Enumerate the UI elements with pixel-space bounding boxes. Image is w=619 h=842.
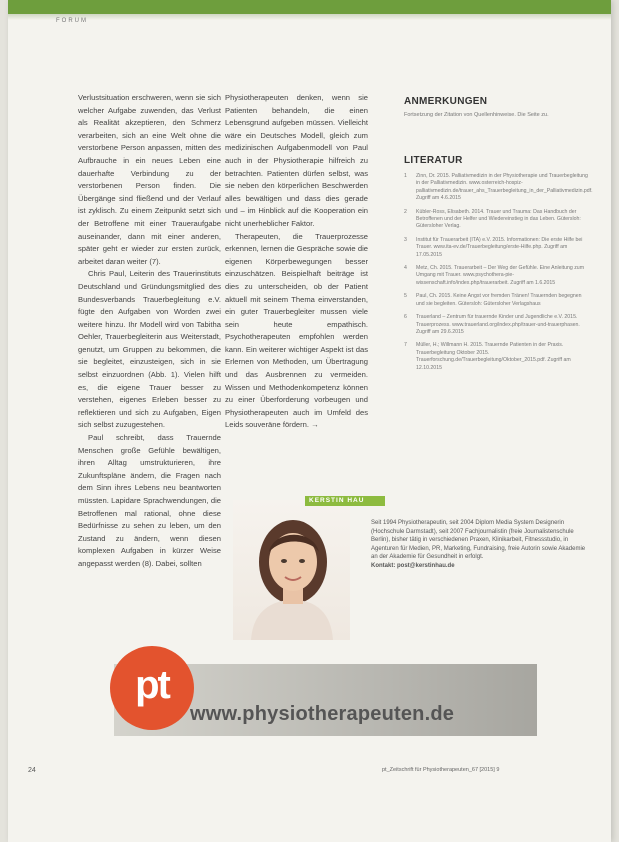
pt-logo-icon: pt xyxy=(110,646,194,730)
author-bio xyxy=(371,519,591,570)
author-name-tag: KERSTIN HAU xyxy=(305,496,385,506)
ad-url-link[interactable]: www.physiotherapeuten.de xyxy=(190,703,455,725)
paragraph: Chris Paul, Leiterin des Trauerinstituts Deutschland und Gründungsmitglied des Bundesverbands Trauerbegleitung e.V. fügte den Aufgaben von Worden zwei weitere hinzu. Ihr Modell wird von Tabitha Oehler, Trauerbegleiterin aus Weiterstadt, genutzt, um Gruppen zu bekommen, die sie begleitet, einzusteigen, sich in sie selbst einzuordnen (Abb. 1). Vielen hilft es, die eigene Trauer besser zu verstehen, eigenes Erleben besser zu reflektieren und sich zu Aufgaben, Eigen sich selbst zuzugestehen. xyxy=(78,269,221,430)
literature-section xyxy=(404,155,593,378)
page-runner: FORUM xyxy=(56,18,88,24)
paragraph: Therapeuten, die Trauerprozesse erkennen, lernen die Gespräche sowie die eigenen Körperbewegungen besser einzuschätzen. Beispielhaft beiträge ist dies zu unterscheiden, ob der Patient aktuell mit seinem Thema einverstanden, ein guter Trauerbegleiter mussen viele sein heute empathisch. Psychotherapeuten empfohlen werden kann. Ein weiterer wichtiger Aspekt ist das Erlernen von Methoden, um Übertragung und das Ausbrennen zu vermeiden. Wissen und Methodenkompetenz können zu einer Überforderung vorbeugen und Physiotherapeuten auch im Umfeld des Leids souveräne fördern. → xyxy=(225,231,368,430)
author-photo xyxy=(233,500,350,640)
paragraph: Verlustsituation erschweren, wenn sie sich welcher Aufgabe zuwenden, das Verlust als Realität akzeptieren, den Schmerz verarbeiten, sich an eine Welt ohne die verstorbene Person anpassen, mitten des Aufbrauche in ein neues Leben eine dauerhafte Verbindung zu der verstorbenen Person finden. Die Übergänge sind fließend und der Verlauf ist zyklisch. Zu einem Zeitpunkt setzt sich der Betroffene mit einer Traueraufgabe auseinander, dann mit einer anderen, später geht er wieder zur ersten zurück, arbeitet daran weiter (7). xyxy=(78,93,221,266)
body-column-2 xyxy=(225,92,368,432)
literature-item: 2 Kübler-Ross, Elisabeth. 2014. Trauer und Trauma: Das Handbuch der Betroffenen und der Helfer und Wiedereinstieg in das Leben. Gütersloh: Gütersloher Verlag. xyxy=(404,208,581,230)
page-number: 24 xyxy=(28,767,36,774)
footer-publication: pt_Zeitschrift für Physiotherapeuten_67 [2015] 9 xyxy=(382,767,500,773)
paragraph: Paul schreibt, dass Trauernde Menschen große Gefühle bewältigen, ihren Alltag umstrukturieren, ihre Zukunftspläne ändern, die Fragen nach dem Sinn ihres Lebens neu beantworten müssten. Lapidare Sprachwendungen, die Betroffenen mal rational, ohne diese Bedürfnisse zu sehen zu leben, um den Zustand zu ändern, wenn diesen komplexen Aufgaben in kürzer Weise angepasst werden (8). Dabei, sollten xyxy=(78,433,221,568)
header-bar xyxy=(8,0,611,14)
literature-item: 3 Institut für Trauerarbeit (ITA) e.V. 2015. Informationen: Die erste Hilfe bei Trauer. www.ita-ev.de/Trauerbegleitung/erste-Hilfe.php. Zugriff am 17.05.2015 xyxy=(404,236,583,258)
literature-item: 5 Paul, Ch. 2015. Keine Angst vor fremden Tränen! Trauernden begegnen und sie begleiten. Gütersloh: Gütersloher Verlagshaus xyxy=(404,293,582,307)
notes-section xyxy=(404,96,590,119)
notes-title: ANMERKUNGEN xyxy=(404,96,488,107)
literature-item: 4 Metz, Ch. 2015. Trauerarbeit – Der Weg der Gefühle. Eine Anleitung zum Umgang mit Trauer. www.psychothera-pie-wissenschaft.info/index.php/trauerarbeit. Zugriff am 1.6.2015 xyxy=(404,265,585,286)
author-bio-text: Seit 1994 Physiotherapeutin, seit 2004 Diplom Media System Designerin (Hochschule Darmstadt), seit 2007 Fachjournalistin (freie Journalistenschule Berlin), bisher tätig in verschiedenen Praxen, Klinikarbeit, Fitnessstudio, in Agenturen für Medien, PR, Marketing, Fundraising, freie Autorin sowie Akademie an der Akademie für Gesundheit in erfolgt. xyxy=(371,520,586,560)
paragraph: Physiotherapeuten denken, wenn sie Patienten behandeln, die einen Lebensgrund aufgeben müssen. Vielleicht wäre ein Deutsches Modell, gleich zum medizinischen Aufgabenmodell von Paul auch in der Physiotherapie hilfreich zu betrachten. Patienten dürfen selbst, was sie neben den körperlichen Beschwerden alles bewältigen und dass dies gerade und – im Hinblick auf die Kooperation ein nicht unerheblicher Faktor. xyxy=(225,93,368,228)
literature-item: 7 Müller, H.; Willmann H. 2015. Trauernde Patienten in der Praxis. Trauerbegleitung Oktober 2015. Trauerforschung.de/Trauerbegleitung/Oktober_2015.pdf. Zugriff am 12.10.2015 xyxy=(404,342,571,371)
author-contact: Kontakt: post@kerstinhau.de xyxy=(371,562,455,569)
literature-title: LITERATUR xyxy=(404,155,463,166)
notes-text: Fortsetzung der Zitation von Quellenhinweise. Die Seite zu. xyxy=(404,112,549,118)
body-column-1 xyxy=(78,92,221,571)
literature-item: 6 Trauerland – Zentrum für trauernde Kinder und Jugendliche e.V. 2015. Trauerprozess. www.trauerland.org/index.php/trauer-und-trauerphasen. Zugriff am 29.6.2015 xyxy=(404,314,580,335)
literature-item: 1 Zinn, Dr. 2015. Palliativmedizin in der Physiotherapie und Trauerbegleitung in der Palliativmedizin. www.osterreich-hospiz-palliativmedizin.de/trauer_ahs_Trauerbegleitung_in_der_Palliativmedizin.pdf. Zugriff am 4.6.2015 xyxy=(404,173,593,202)
literature-list xyxy=(404,173,593,372)
